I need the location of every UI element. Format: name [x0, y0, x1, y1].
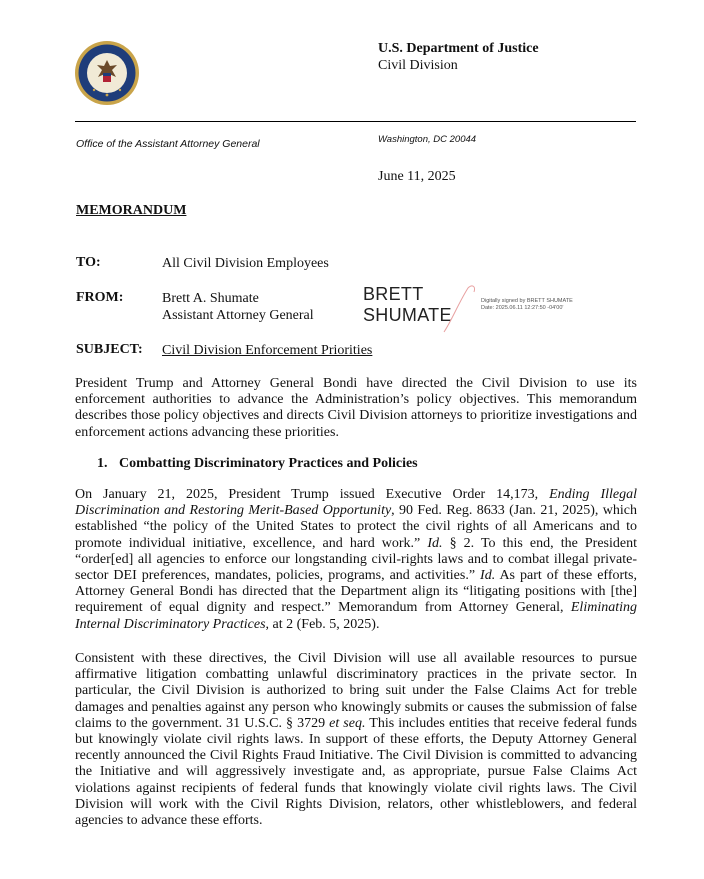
p1-text: On January 21, 2025, President Trump issued Executive Order 14,173, — [75, 487, 550, 502]
subject-label: SUBJECT: — [76, 342, 143, 357]
from-title: Assistant Attorney General — [162, 308, 314, 323]
from-name: Brett A. Shumate — [162, 291, 259, 306]
from-label: FROM: — [76, 290, 124, 305]
office-name: Office of the Assistant Attorney General — [76, 138, 260, 150]
doj-seal-icon — [74, 40, 140, 106]
memo-date: June 11, 2025 — [378, 169, 456, 184]
p1-text: § 2. To this end, the President “order[ed] all agencies to enforce our longstanding civil-rights laws and to combat illegal private-sector DEI preferences, mandates, policies, programs, and activities.” — [75, 535, 637, 584]
p1-citation: Ending Illegal Discrimination and Restoring Merit-Based Opportunity — [75, 487, 637, 519]
to-value: All Civil Division Employees — [162, 256, 329, 271]
p1-id: Id. — [427, 535, 443, 551]
section-number: 1. — [97, 456, 108, 471]
agency-header — [378, 40, 539, 74]
division-name: Civil Division — [378, 58, 458, 73]
p2-citation: et seq. — [329, 715, 366, 731]
to-label: TO: — [76, 255, 101, 270]
p1-citation: Eliminating Internal Discriminatory Practices — [75, 600, 637, 632]
p2-text: Consistent with these directives, the Civil Division will use all available resources to pursue affirmative litigation combatting unlawful discriminatory practices in the private sector. In particular, the Civil Division is authorized to bring suit under the False Claims Act for treble damages and penalties against any person who knowingly submits or causes the submission of false claims to the government. 31 U.S.C. § 3729 — [75, 651, 637, 731]
signature-line2: SHUMATE — [363, 305, 452, 325]
signature-name — [363, 284, 452, 326]
intro-paragraph: President Trump and Attorney General Bondi have directed the Civil Division to use its enforcement authorities to advance the Administration’s policy objectives. This memorandum describes those policy objectives and directs Civil Division attorneys to prioritize investigations and enforcement actions advancing these priorities. — [75, 376, 637, 440]
digital-signer: Digitally signed by BRETT SHUMATE — [481, 298, 573, 304]
p1-id: Id. — [480, 568, 496, 584]
section-title: Combatting Discriminatory Practices and Policies — [119, 456, 418, 471]
body-paragraph-2 — [75, 651, 637, 829]
from-block — [162, 290, 314, 324]
p2-text: This includes entities that receive federal funds but knowingly violate civil rights laws. In support of these efforts, the Deputy Attorney General recently announced the Civil Rights Fraud Initiative. The Civil Division is committed to advancing the Initiative and will aggressively investigate and, as appropriate, pursue False Claims Act violations against recipients of federal funds that knowingly violate civil rights laws. The Civil Division will work with the Civil Rights Division, relators, other whistleblowers, and federal agencies to advance these efforts. — [75, 715, 637, 829]
section-heading — [97, 456, 418, 472]
signature-flourish-icon — [440, 282, 480, 334]
agency-name: U.S. Department of Justice — [378, 41, 539, 56]
digital-date: Date: 2025.06.11 12:27:50 -04'00' — [481, 305, 564, 311]
p1-text: , 90 Fed. Reg. 8633 (Jan. 21, 2025), which established “the policy of the United States to protect the civil rights of all Americans and to promote individual initiative, excellence, and hard work.” — [75, 503, 637, 551]
office-address: Washington, DC 20044 — [378, 134, 477, 145]
p1-text: As part of these efforts, Attorney General Bondi has directed that the Department align its “litigating positions with [the] requirement of equal dignity and respect.” Memorandum from Attorney General, — [75, 568, 638, 616]
header-divider — [75, 121, 636, 122]
p1-text: , at 2 (Feb. 5, 2025). — [265, 616, 380, 632]
body-paragraph-1 — [75, 487, 637, 633]
signature-line1: BRETT — [363, 284, 424, 304]
memo-title: MEMORANDUM — [76, 203, 187, 218]
subject-value: Civil Division Enforcement Priorities — [162, 343, 373, 358]
digital-signature-info — [481, 298, 573, 312]
